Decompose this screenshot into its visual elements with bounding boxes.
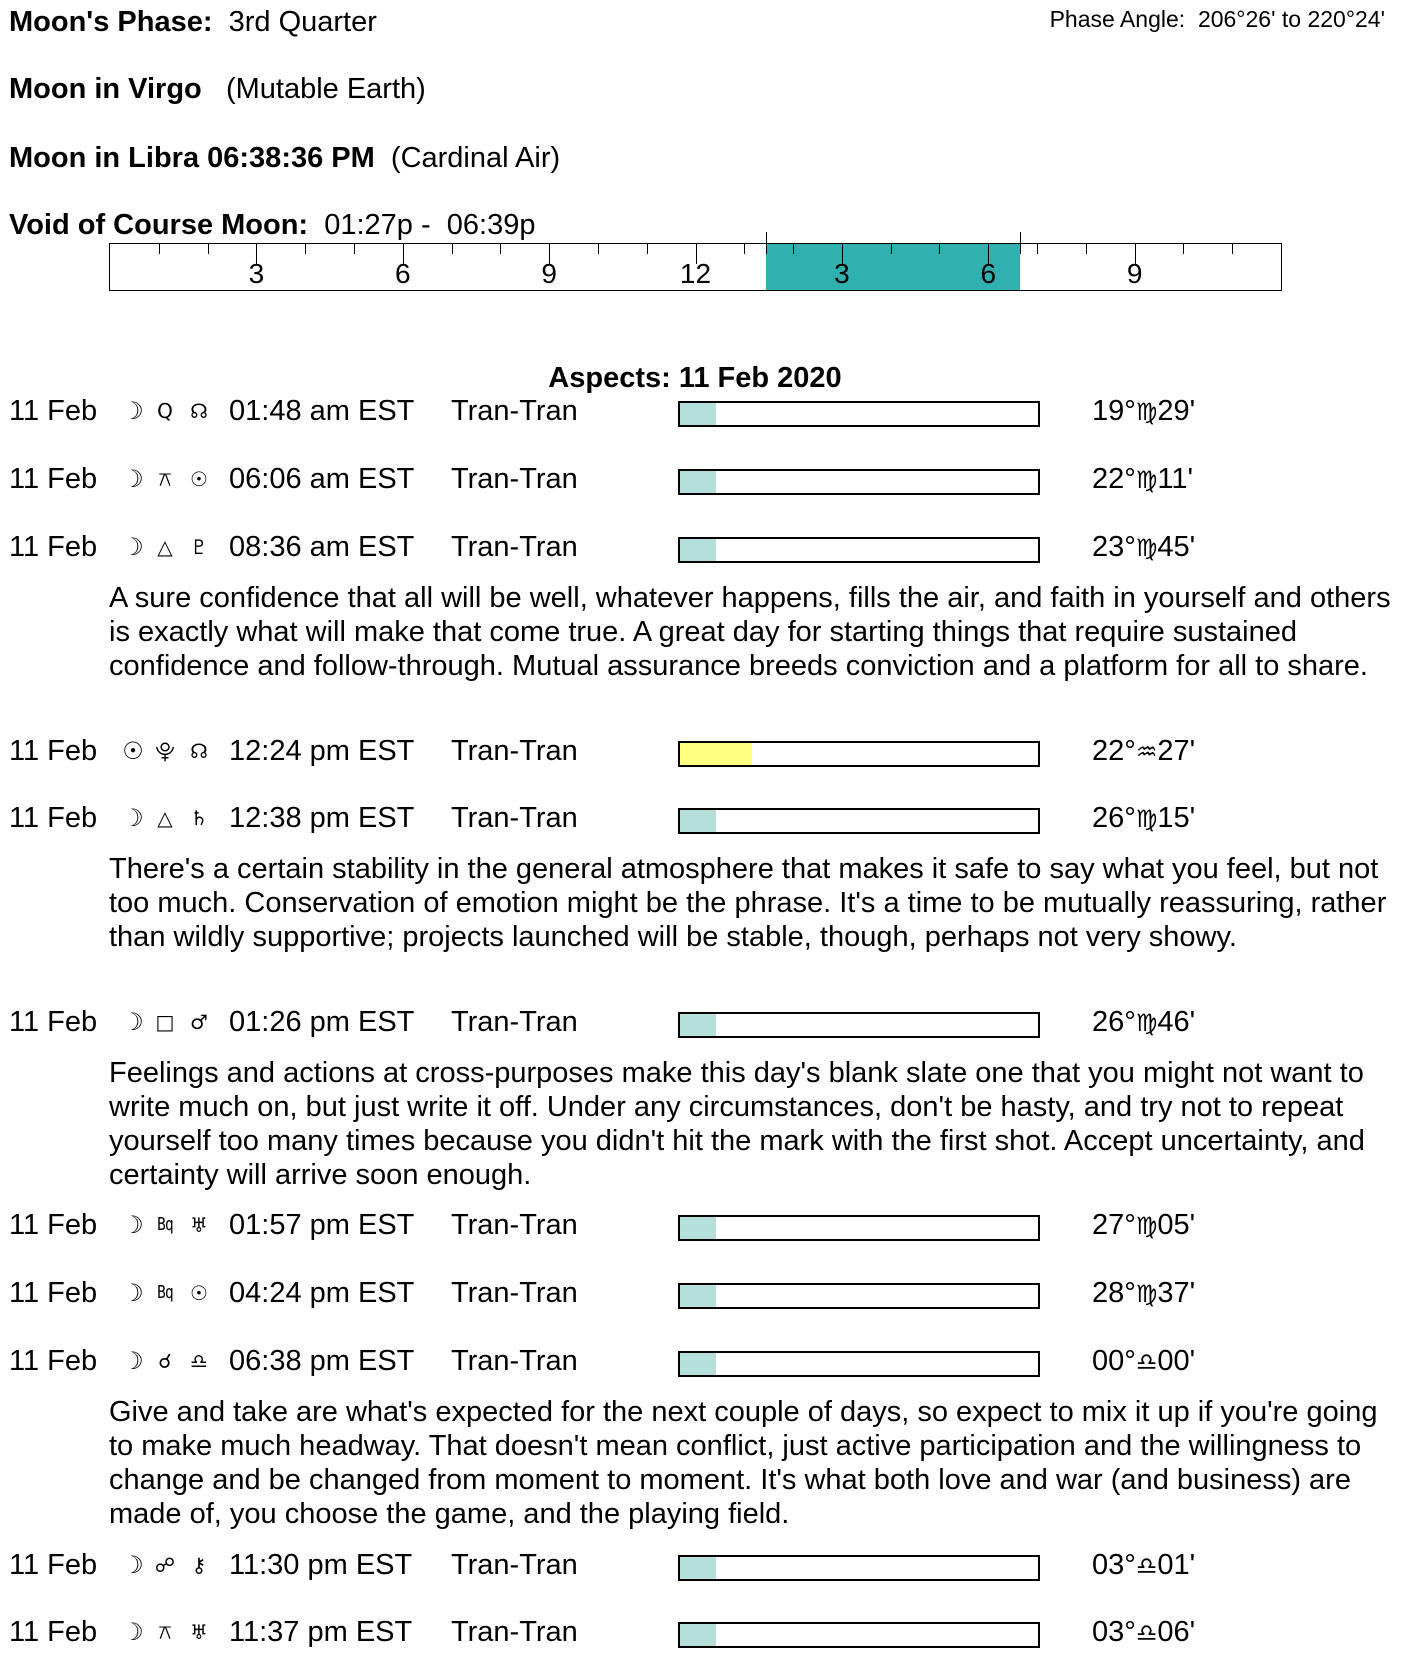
quintile-icon: Q — [157, 399, 173, 423]
aspect-strength-bar — [678, 1215, 1040, 1241]
pluto-icon: ♇ — [190, 535, 208, 559]
aspect-strength-fill — [680, 743, 752, 765]
timeline-tick — [1086, 244, 1087, 254]
moon-icon: ☽ — [122, 1618, 144, 1646]
timeline-tick — [354, 244, 355, 254]
moon-icon: ☽ — [122, 397, 144, 425]
aspect-time: 06:06 am EST — [229, 463, 415, 495]
voc-start: 01:27p — [324, 209, 413, 241]
moon-phase-line — [9, 5, 377, 39]
aspect-strength-fill — [680, 1217, 716, 1239]
moon-phase-label: Moon's Phase: — [9, 6, 213, 38]
aspect-type: Tran-Tran — [451, 531, 578, 563]
aspect-time: 06:38 pm EST — [229, 1345, 415, 1377]
position-minutes: 29' — [1157, 395, 1196, 427]
aspect-position — [1092, 530, 1195, 565]
aspect-type: Tran-Tran — [451, 1345, 578, 1377]
voc-label: Void of Course Moon: — [9, 209, 309, 241]
aspect-position — [1092, 462, 1193, 497]
aspect-position — [1092, 394, 1195, 429]
virgo-icon: ♍ — [1135, 1009, 1158, 1037]
timeline-hour-label: 12 — [679, 258, 712, 289]
trine-icon: △ — [157, 806, 173, 830]
aspect-time: 11:30 pm EST — [229, 1549, 413, 1581]
moon-ingress-line — [9, 141, 560, 175]
aspect-date: 11 Feb — [9, 735, 98, 767]
aspect-position — [1092, 734, 1195, 769]
voc-separator: - — [420, 209, 431, 241]
virgo-icon: ♍ — [1135, 1280, 1158, 1308]
aspect-strength-bar — [678, 741, 1040, 767]
uranus-icon: ♅ — [190, 1620, 208, 1644]
position-degrees: 28° — [1092, 1277, 1136, 1309]
moon-icon: ☽ — [122, 1347, 144, 1375]
aspect-strength-fill — [680, 1557, 716, 1579]
sun-icon: ☉ — [190, 1281, 208, 1305]
timeline-tick — [744, 244, 745, 254]
timeline-tick — [500, 244, 501, 254]
aspect-position — [1092, 1208, 1195, 1243]
position-minutes: 05' — [1157, 1209, 1196, 1241]
saturn-icon: ♄ — [190, 806, 208, 830]
timeline-tick — [939, 244, 940, 254]
position-degrees: 03° — [1092, 1616, 1136, 1648]
position-minutes: 37' — [1157, 1277, 1196, 1309]
aspect-strength-fill — [680, 403, 716, 425]
position-degrees: 23° — [1092, 531, 1136, 563]
timeline-tick — [208, 244, 209, 254]
aspects-title: Aspects: 11 Feb 2020 — [548, 362, 842, 394]
position-minutes: 46' — [1157, 1006, 1196, 1038]
timeline-tick — [1232, 244, 1233, 254]
moon-icon: ☽ — [122, 804, 144, 832]
aspect-position — [1092, 1005, 1195, 1040]
position-degrees: 27° — [1092, 1209, 1136, 1241]
aspect-strength-bar — [678, 1622, 1040, 1648]
aspect-date: 11 Feb — [9, 1549, 98, 1581]
position-minutes: 27' — [1157, 735, 1196, 767]
timeline-tick — [793, 244, 794, 254]
aspect-date: 11 Feb — [9, 1006, 98, 1038]
timeline-hour-label: 6 — [980, 258, 997, 289]
timeline-tick — [1183, 244, 1184, 254]
moon-icon: ☽ — [122, 1008, 144, 1036]
aspect-date: 11 Feb — [9, 1209, 98, 1241]
timeline-tick — [647, 244, 648, 254]
virgo-icon: ♍ — [1135, 805, 1158, 833]
moon-icon: ☽ — [122, 1211, 144, 1239]
timeline-tick — [891, 244, 892, 254]
aspect-strength-bar — [678, 1283, 1040, 1309]
position-degrees: 19° — [1092, 395, 1136, 427]
aspect-description: A sure confidence that all will be well, whatever happens, fills the air, and faith in yourself and others is exactly what will make that come true. A great day for starting things that require sustained confidence and follow-through. Mutual assurance breeds conviction and a platform for all to share. — [109, 582, 1391, 682]
timeline-hour-label: 3 — [248, 258, 265, 289]
aspect-type: Tran-Tran — [451, 1006, 578, 1038]
sun-icon: ☉ — [190, 467, 208, 491]
aspect-type: Tran-Tran — [451, 1209, 578, 1241]
timeline-tick — [452, 244, 453, 254]
void-of-course-timeline — [109, 243, 1282, 291]
aspect-strength-fill — [680, 810, 716, 832]
aspect-position — [1092, 801, 1195, 836]
position-minutes: 01' — [1157, 1549, 1196, 1581]
timeline-hour-label: 9 — [1126, 258, 1143, 289]
chiron-icon: ⚷ — [191, 1553, 207, 1577]
virgo-icon: ♍ — [1135, 466, 1158, 494]
aspect-time: 01:26 pm EST — [229, 1006, 415, 1038]
virgo-icon: ♍ — [1135, 398, 1158, 426]
virgo-icon: ♍ — [1135, 1212, 1158, 1240]
aspect-time: 11:37 pm EST — [229, 1616, 413, 1648]
aspect-type: Tran-Tran — [451, 395, 578, 427]
aspect-strength-bar — [678, 401, 1040, 427]
aspect-description: There's a certain stability in the general atmosphere that makes it safe to say what you feel, but not too much. Conservation of emotion might be the phrase. It's a time to be mutually reassuring, rather than wildly supportive; projects launched will be stable, though, perhaps not very showy. — [109, 853, 1387, 953]
moon-ingress-label: Moon in Libra 06:38:36 PM — [9, 142, 375, 174]
sun-icon: ☉ — [122, 737, 144, 765]
aspect-description: Give and take are what's expected for the next couple of days, so expect to mix it up if you're going to make much headway. That doesn't mean conflict, just active participation and the willingness to change and be changed from moment to moment. It's what both love and war (and business) are made of, you choose the game, and the playing field. — [109, 1396, 1378, 1530]
moon-sign-label: Moon in Virgo — [9, 73, 202, 105]
aspect-type: Tran-Tran — [451, 463, 578, 495]
voc-end: 06:39p — [446, 209, 536, 241]
position-minutes: 11' — [1157, 463, 1194, 495]
north-node-icon: ☊ — [190, 739, 208, 763]
timeline-hour-label: 6 — [394, 258, 411, 289]
aspect-position — [1092, 1548, 1195, 1583]
aspect-position — [1092, 1276, 1195, 1311]
position-degrees: 00° — [1092, 1345, 1136, 1377]
libra-icon: ♎ — [190, 1349, 208, 1373]
position-degrees: 22° — [1092, 735, 1136, 767]
opposition-icon: ☍ — [154, 1553, 176, 1577]
tredecile-icon: ⯓ — [155, 739, 175, 763]
aspect-strength-fill — [680, 1285, 716, 1307]
phase-angle-value: 206°26' to 220°24' — [1197, 6, 1385, 32]
aspect-strength-fill — [680, 471, 716, 493]
square-icon: □ — [155, 1010, 175, 1034]
aspect-date: 11 Feb — [9, 802, 98, 834]
conjunction-icon: ☌ — [158, 1349, 172, 1373]
mars-icon: ♂ — [190, 1010, 208, 1034]
aspect-type: Tran-Tran — [451, 1549, 578, 1581]
libra-icon: ♎ — [1135, 1552, 1158, 1580]
aspect-type: Tran-Tran — [451, 1277, 578, 1309]
aspect-strength-bar — [678, 1351, 1040, 1377]
aspect-date: 11 Feb — [9, 395, 98, 427]
voc-marker — [1020, 232, 1021, 254]
biquintile-icon: Bq — [157, 1214, 173, 1235]
uranus-icon: ♅ — [190, 1213, 208, 1237]
aspect-time: 08:36 am EST — [229, 531, 415, 563]
position-degrees: 26° — [1092, 802, 1136, 834]
aspect-type: Tran-Tran — [451, 735, 578, 767]
aspect-time: 12:24 pm EST — [229, 735, 415, 767]
aspect-strength-bar — [678, 469, 1040, 495]
aspect-strength-fill — [680, 1353, 716, 1375]
libra-icon: ♎ — [1135, 1619, 1158, 1647]
quincunx-icon: ⚻ — [158, 467, 172, 491]
aspect-type: Tran-Tran — [451, 802, 578, 834]
timeline-tick — [598, 244, 599, 254]
aspect-date: 11 Feb — [9, 1616, 98, 1648]
moon-sign-quality: (Mutable Earth) — [225, 73, 426, 105]
aspect-strength-fill — [680, 1014, 716, 1036]
virgo-icon: ♍ — [1135, 534, 1158, 562]
position-degrees: 03° — [1092, 1549, 1136, 1581]
aspect-position — [1092, 1344, 1195, 1379]
aspect-date: 11 Feb — [9, 1345, 98, 1377]
aspect-strength-fill — [680, 539, 716, 561]
aspect-strength-bar — [678, 1012, 1040, 1038]
timeline-hour-label: 9 — [541, 258, 557, 289]
aspect-date: 11 Feb — [9, 463, 98, 495]
quincunx-icon: ⚻ — [158, 1620, 172, 1644]
aspect-time: 04:24 pm EST — [229, 1277, 415, 1309]
trine-icon: △ — [157, 535, 173, 559]
aspect-type: Tran-Tran — [451, 1616, 578, 1648]
position-minutes: 45' — [1157, 531, 1196, 563]
void-of-course-line — [9, 208, 535, 242]
timeline-hour-label: 3 — [834, 258, 850, 289]
moon-sign-line — [9, 72, 426, 106]
aquarius-icon: ♒ — [1135, 738, 1158, 766]
phase-angle-label: Phase Angle: — [1049, 6, 1186, 32]
moon-icon: ☽ — [122, 533, 144, 561]
position-degrees: 22° — [1092, 463, 1136, 495]
timeline-tick — [1037, 244, 1038, 254]
aspect-strength-bar — [678, 1555, 1040, 1581]
phase-angle — [1050, 5, 1385, 33]
timeline-tick — [159, 244, 160, 254]
timeline-tick — [305, 244, 306, 254]
moon-icon: ☽ — [122, 1279, 144, 1307]
aspect-strength-fill — [680, 1624, 716, 1646]
aspect-position — [1092, 1615, 1195, 1650]
libra-icon: ♎ — [1135, 1348, 1158, 1376]
moon-phase-value: 3rd Quarter — [228, 6, 377, 38]
position-minutes: 00' — [1157, 1345, 1196, 1377]
aspect-time: 01:48 am EST — [229, 395, 415, 427]
aspect-date: 11 Feb — [9, 1277, 98, 1309]
biquintile-icon: Bq — [157, 1282, 173, 1303]
aspect-strength-bar — [678, 808, 1040, 834]
position-degrees: 26° — [1092, 1006, 1136, 1038]
aspect-description: Feelings and actions at cross-purposes make this day's blank slate one that you might not want to write much on, but just write it off. Under any circumstances, don't be hasty, and try not to repeat yourself too many times because you didn't hit the mark with the first shot. Accept uncertainty, and certainty will arrive soon enough. — [109, 1057, 1365, 1191]
aspect-date: 11 Feb — [9, 531, 98, 563]
aspect-strength-bar — [678, 537, 1040, 563]
moon-ingress-quality: (Cardinal Air) — [390, 142, 561, 174]
voc-marker — [766, 232, 767, 254]
moon-icon: ☽ — [122, 1551, 144, 1579]
position-minutes: 06' — [1157, 1616, 1196, 1648]
aspect-time: 12:38 pm EST — [229, 802, 415, 834]
position-minutes: 15' — [1157, 802, 1196, 834]
aspect-time: 01:57 pm EST — [229, 1209, 415, 1241]
north-node-icon: ☊ — [190, 399, 208, 423]
moon-icon: ☽ — [122, 465, 144, 493]
